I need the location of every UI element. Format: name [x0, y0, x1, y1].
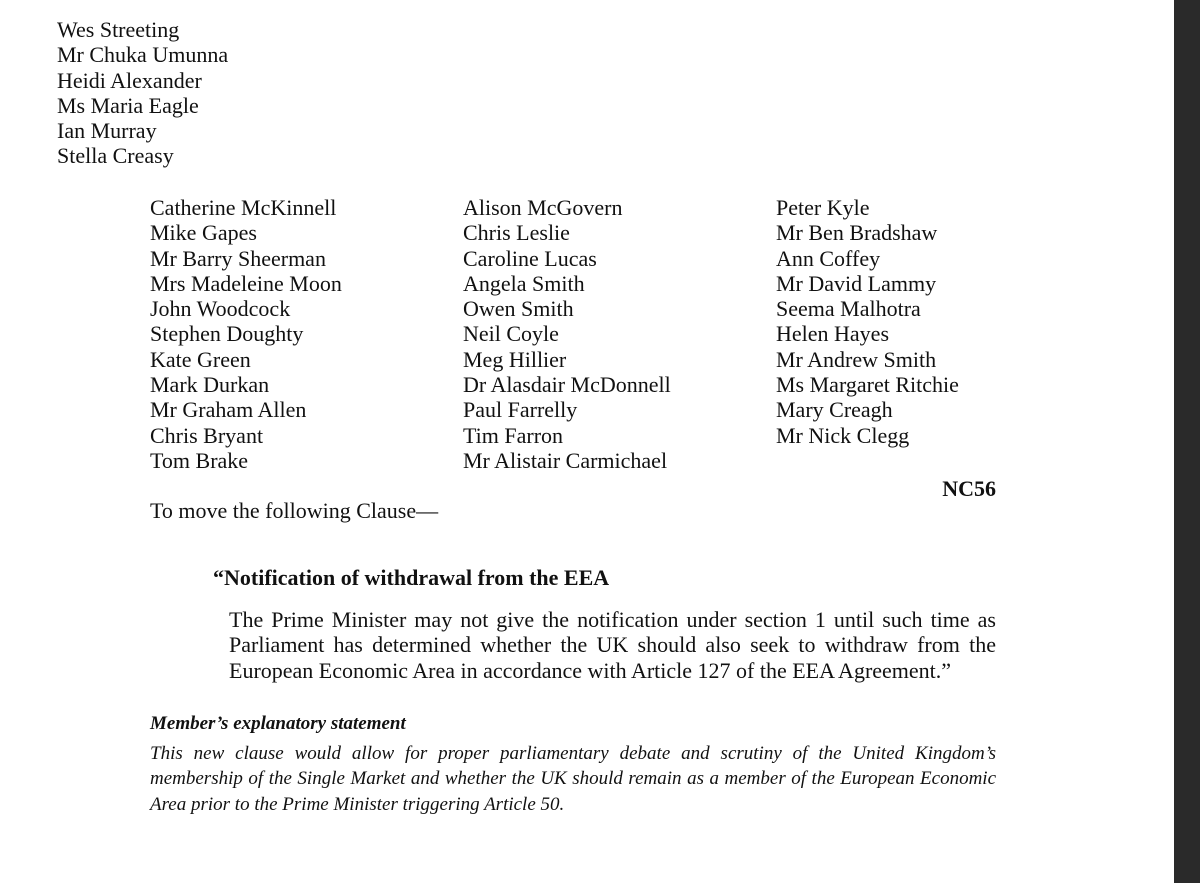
- lead-sponsor-name: Stella Creasy: [57, 143, 174, 169]
- explanatory-statement-body: This new clause would allow for proper parliamentary debate and scrutiny of the United Kingdom’s membership of the Single Market and whether the UK should remain as a member of the European Economic Area prior to the Prime Minister triggering Article 50.: [150, 743, 996, 815]
- supporter-name: Mr Barry Sheerman: [150, 245, 326, 271]
- page-edge-shadow: [1174, 0, 1200, 883]
- clause-body: The Prime Minister may not give the notification under section 1 until such time as Parliament has determined whether the UK should also seek to withdraw from the European Economic Area in accordance with Article 127 of the EEA Agreement.”: [229, 607, 996, 683]
- supporter-name: Chris Bryant: [150, 422, 264, 448]
- supporter-name: Neil Coyle: [463, 321, 559, 347]
- supporter-name: Mr Andrew Smith: [776, 346, 937, 372]
- supporter-name: Stephen Doughty: [150, 321, 304, 347]
- supporters-column-2: [463, 195, 671, 473]
- supporter-name: Caroline Lucas: [463, 245, 597, 271]
- supporter-name: Tim Farron: [463, 422, 564, 448]
- explanatory-statement-heading: Member’s explanatory statement: [150, 713, 406, 734]
- supporter-name: Mary Creagh: [776, 397, 893, 423]
- supporter-name: Kate Green: [150, 346, 251, 372]
- supporter-name: Ms Margaret Ritchie: [776, 372, 959, 398]
- lead-sponsors-list: [57, 17, 228, 169]
- supporter-name: Mrs Madeleine Moon: [150, 270, 342, 296]
- lead-sponsor-name: Ms Maria Eagle: [57, 92, 199, 118]
- lead-sponsor-name: Mr Chuka Umunna: [57, 42, 229, 68]
- supporter-name: Mike Gapes: [150, 220, 257, 246]
- clause-heading: “Notification of withdrawal from the EEA: [213, 565, 610, 590]
- supporter-name: Dr Alasdair McDonnell: [463, 372, 671, 398]
- supporter-name: Tom Brake: [150, 447, 249, 473]
- supporter-name: John Woodcock: [150, 296, 291, 322]
- lead-sponsor-name: Ian Murray: [57, 118, 157, 144]
- supporter-name: Mark Durkan: [150, 372, 270, 398]
- supporters-column-3: [776, 195, 959, 448]
- supporter-name: Angela Smith: [463, 270, 585, 296]
- supporter-name: Mr Graham Allen: [150, 397, 307, 423]
- supporter-name: Mr Ben Bradshaw: [776, 220, 938, 246]
- supporter-name: Peter Kyle: [776, 195, 870, 220]
- amendment-code: NC56: [942, 476, 996, 501]
- lead-sponsor-name: Wes Streeting: [57, 17, 180, 42]
- supporter-name: Helen Hayes: [776, 321, 890, 347]
- supporter-name: Owen Smith: [463, 296, 574, 322]
- supporter-name: Ann Coffey: [776, 245, 881, 271]
- supporter-name: Mr Alistair Carmichael: [463, 447, 668, 473]
- supporter-name: Mr David Lammy: [776, 270, 937, 296]
- move-clause-text: To move the following Clause—: [150, 498, 439, 523]
- supporter-name: Paul Farrelly: [463, 397, 578, 423]
- supporter-name: Alison McGovern: [463, 195, 623, 220]
- supporter-name: Meg Hillier: [463, 346, 567, 372]
- lead-sponsor-name: Heidi Alexander: [57, 67, 202, 93]
- supporter-name: Mr Nick Clegg: [776, 422, 910, 448]
- supporter-name: Catherine McKinnell: [150, 195, 337, 220]
- supporters-column-1: [150, 195, 342, 473]
- supporter-name: Seema Malhotra: [776, 296, 921, 322]
- supporter-name: Chris Leslie: [463, 220, 570, 246]
